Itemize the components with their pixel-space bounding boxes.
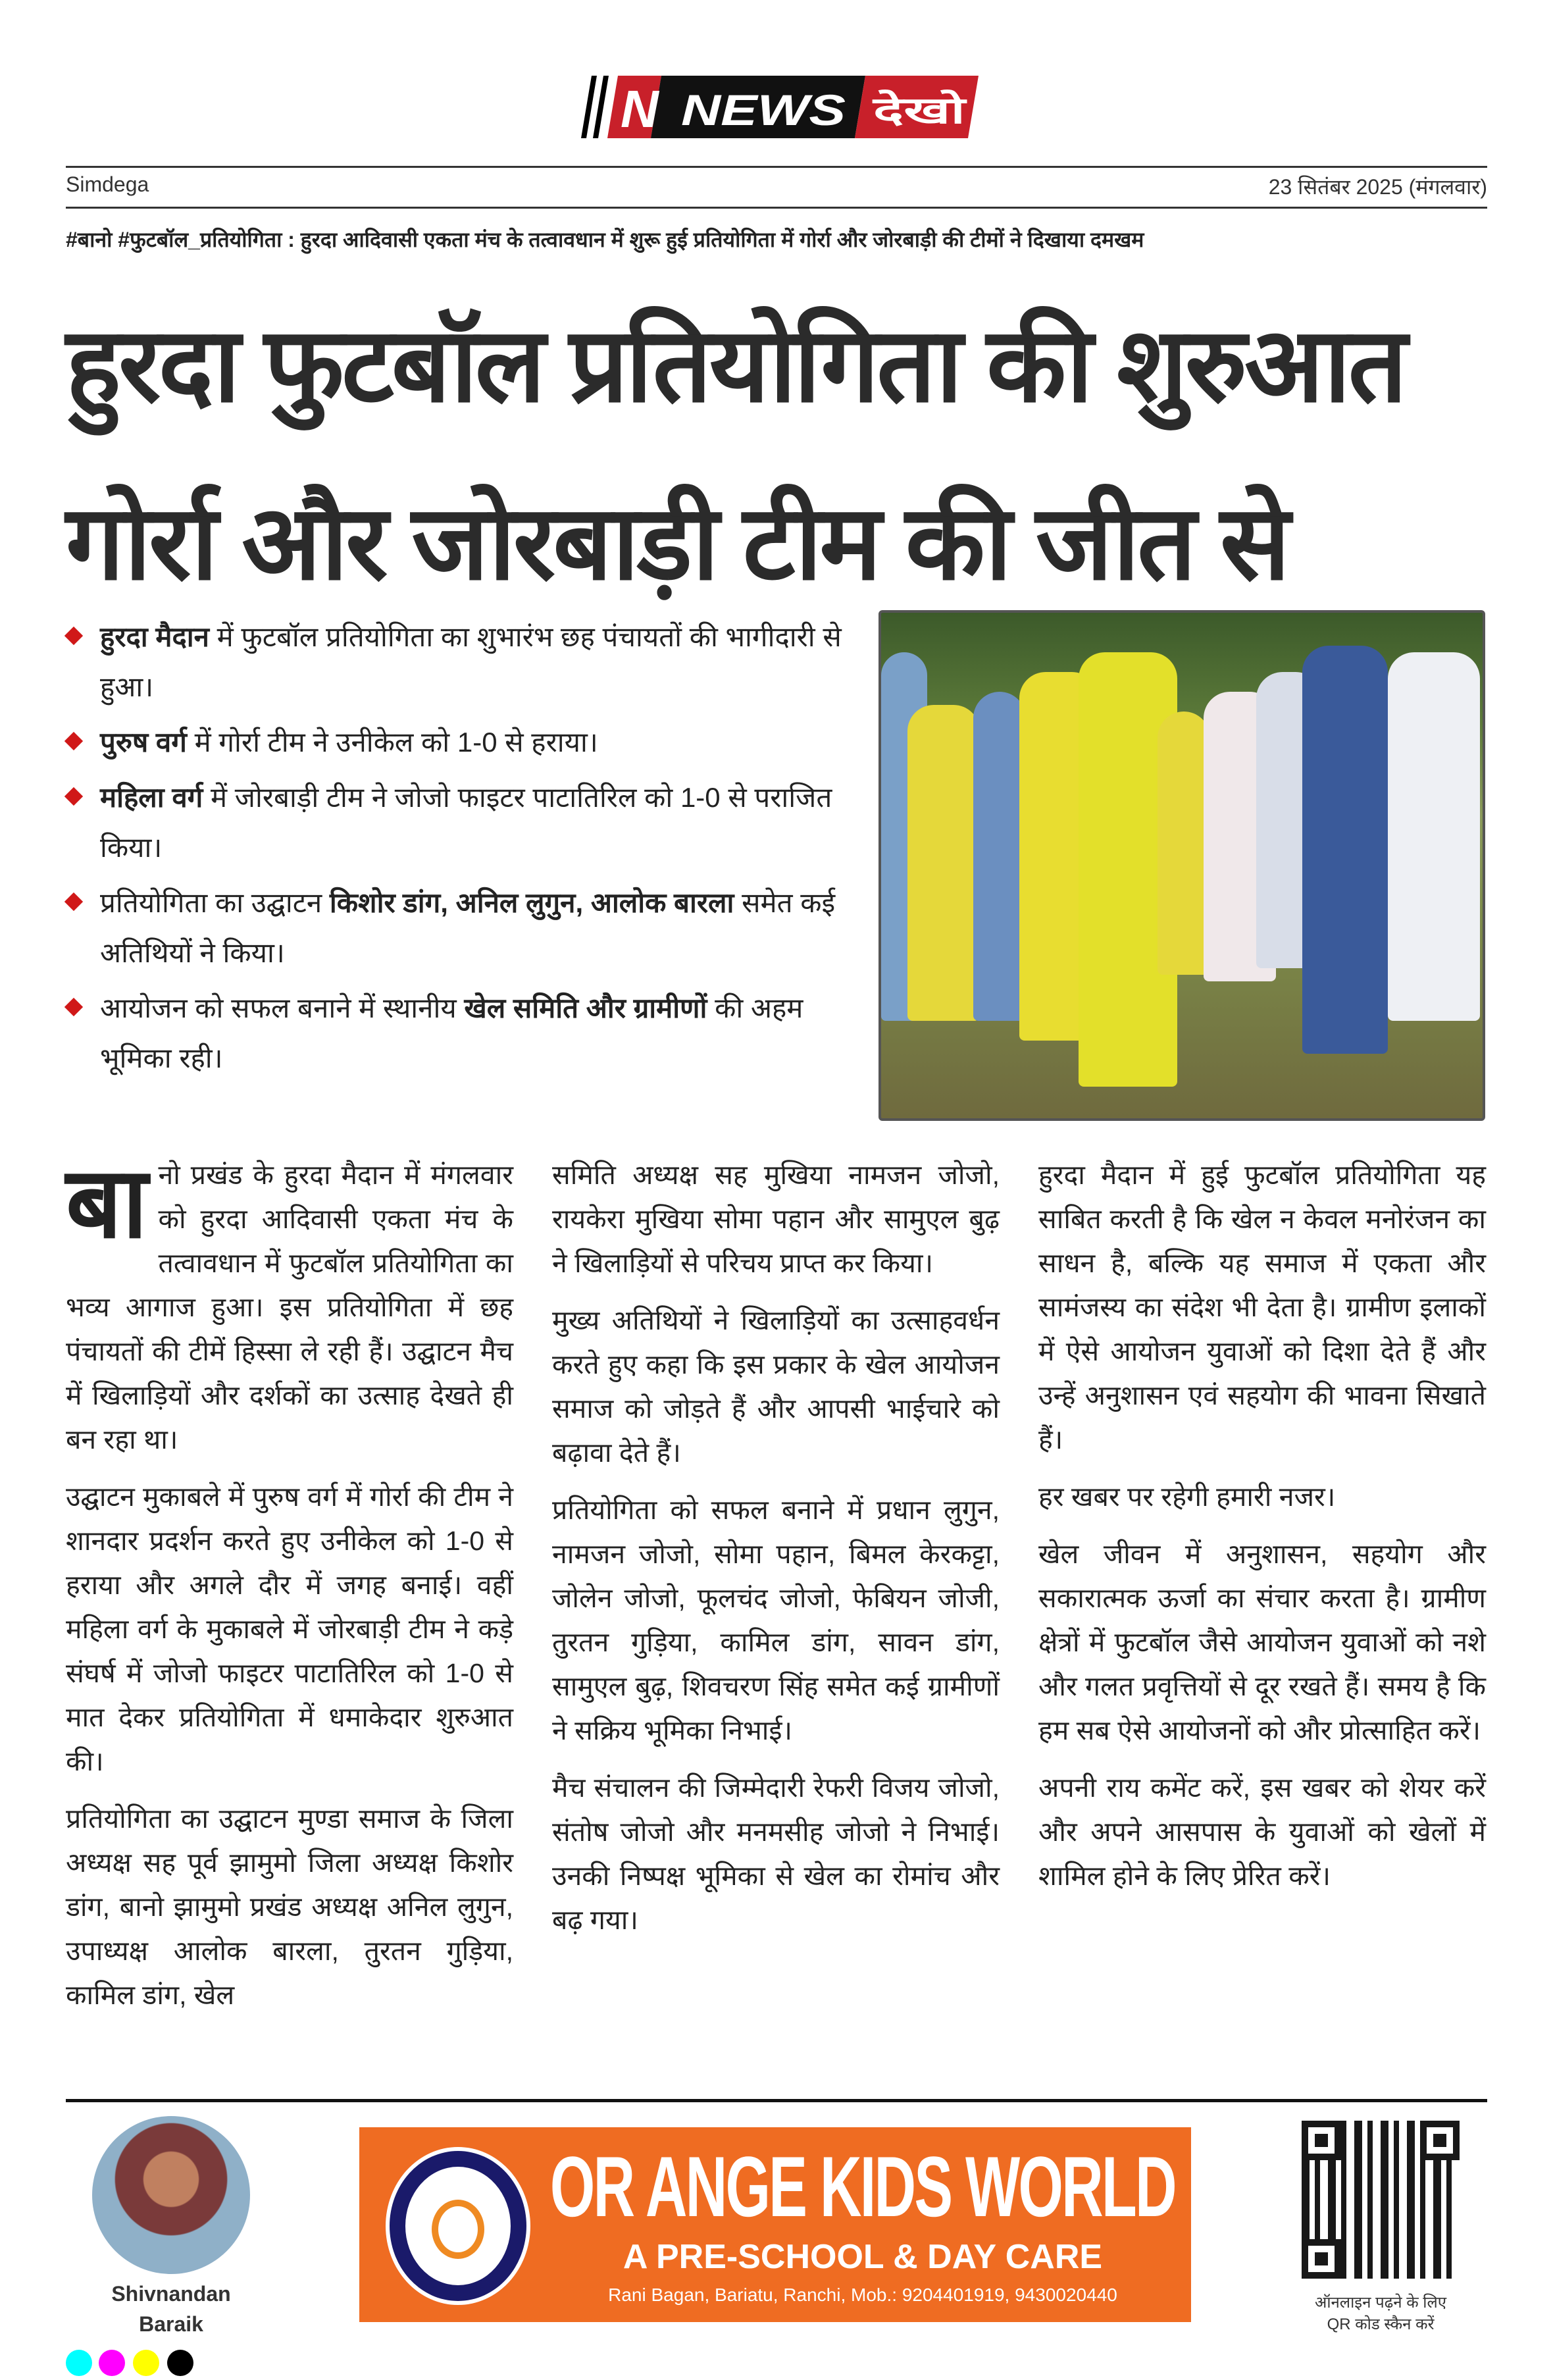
highlights-list: [66, 612, 855, 1089]
paragraph: प्रतियोगिता को सफल बनाने में प्रधान लुगुन, नामजन जोजो, सोमा पहान, बिमल केरकट्टा, जोलेन जोजो, फूलचंद जोजो, फेबियन जोजी, तुरतन गुड़िया, कामिल डांग, सावन डांग, सामुएल बुढ़, शिवचरण सिंह समेत कई ग्रामीणों ने सक्रिय भूमिका निभाई।: [552, 1495, 1000, 1746]
date: 23 सितंबर 2025 (मंगलवार): [1268, 175, 1487, 199]
paragraph: मुख्य अतिथियों ने खिलाड़ियों का उत्साहवर्धन करते हुए कहा कि इस प्रकार के खेल आयोजन समाज को जोड़ते हैं और आपसी भाईचारे को बढ़ावा देते हैं।: [552, 1305, 1000, 1468]
highlight-text: में फुटबॉल प्रतियोगिता का शुभारंभ छह पंचायतों की भागीदारी से हुआ।: [100, 621, 842, 702]
paragraph: खेल जीवन में अनुशासन, सहयोग और सकारात्मक ऊर्जा का संचार करता है। ग्रामीण क्षेत्रों में फुटबॉल जैसे आयोजन युवाओं को नशे और गलत प्रवृत्तियों से दूर रखते हैं। समय है कि हम सब ऐसे आयोजनों को और प्रोत्साहित करें।: [1038, 1539, 1486, 1746]
qr-finder-icon: [1302, 2239, 1341, 2279]
highlight-bold: किशोर डांग, अनिल लुगुन, आलोक बारला: [329, 887, 734, 918]
highlight-item: [66, 878, 855, 978]
ad-title-wrap: [550, 2140, 1175, 2233]
paragraph: अपनी राय कमेंट करें, इस खबर को शेयर करें और अपने आसपास के युवाओं को खेलों में शामिल होने के लिए प्रेरित करें।: [1038, 1772, 1486, 1891]
ad-address-wrap: [550, 2284, 1175, 2306]
cmyk-dot-black: [167, 2350, 193, 2376]
paragraph: हर खबर पर रहेगी हमारी नजर।: [1038, 1482, 1336, 1512]
highlight-text: आयोजन को सफल बनाने में स्थानीय: [100, 993, 465, 1023]
paragraph: प्रतियोगिता का उद्घाटन मुण्डा समाज के जिला अध्यक्ष सह पूर्व झामुमो जिला अध्यक्ष किशोर डांग, बानो झामुमो प्रखंड अध्यक्ष अनिल लुगुन, उपाध्यक्ष आलोक बारला, तुरतन गुड़िया, कामिल डांग, खेल: [66, 1803, 513, 2010]
qr-finder-icon: [1302, 2121, 1341, 2160]
diamond-bullet-icon: [64, 998, 83, 1016]
reporter-last-name: Baraik: [139, 2312, 203, 2336]
ad-address: Rani Bagan, Bariatu, Ranchi, Mob.: 9204401919, 9430020440: [608, 2285, 1117, 2305]
orange-fruit-icon: [405, 2167, 511, 2285]
qr-finder-icon: [1420, 2121, 1460, 2160]
highlight-item: [66, 983, 855, 1083]
logo-word: NEWS: [681, 86, 846, 134]
highlight-item: [66, 612, 855, 712]
highlight-text: में गोर्रा टीम ने उनीकेल को 1-0 से हराया।: [186, 727, 598, 758]
logo-hindi: देखो: [873, 90, 933, 131]
headline-line-2: गोर्रा और जोरबाड़ी टीम की जीत से: [66, 485, 1288, 601]
ad-subtitle-wrap: [550, 2237, 1175, 2277]
footer-rule: [66, 2099, 1487, 2102]
ad-subtitle: A PRE-SCHOOL & DAY CARE: [623, 2238, 1103, 2276]
cmyk-dot-cyan: [66, 2350, 92, 2376]
kicker: #बानो #फुटबॉल_प्रतियोगिता : हुरदा आदिवासी एकता मंच के तत्वावधान में शुरू हुई प्रतियोगिता में गोर्रा और जोरबाड़ी की टीमों ने दिखाया दमखम: [66, 228, 1144, 251]
paragraph: [66, 1147, 513, 1462]
kicker-wrap: [66, 225, 1487, 253]
highlight-bold: महिला वर्ग: [100, 782, 203, 813]
paragraph: मैच संचालन की जिम्मेदारी रेफरी विजय जोजो, संतोष जोजो और मनमसीह जोजो ने निभाई। उनकी निष्पक्ष भूमिका से खेल का रोमांच और बढ़ गया।: [552, 1772, 1000, 1935]
news-photo: [878, 610, 1485, 1121]
headline-line-1: हुरदा फुटबॉल प्रतियोगिता की शुरुआत: [66, 307, 1405, 423]
article-column-1: [66, 1147, 513, 2031]
article-body: [66, 1147, 1487, 2031]
highlight-item: [66, 717, 855, 767]
qr-caption: [1277, 2292, 1485, 2335]
ad-title: OR ANGE KIDS WORLD: [550, 2138, 1176, 2235]
paragraph-text: नो प्रखंड के हुरदा मैदान में मंगलवार को हुरदा आदिवासी एकता मंच के तत्वावधान में फुटबॉल प्रतियोगिता का भव्य आगाज हुआ। इस प्रतियोगिता में छह पंचायतों की टीमें हिस्सा ले रही हैं। उद्घाटन मैच में खिलाड़ियों और दर्शकों का उत्साह देखते ही बन रहा था।: [66, 1160, 513, 1455]
article-column-2: [552, 1153, 1000, 1955]
drop-cap: बा: [66, 1147, 148, 1258]
orange-kids-world-ad[interactable]: [359, 2127, 1191, 2322]
diamond-bullet-icon: [64, 892, 83, 911]
headline: [66, 276, 1487, 632]
highlight-text: समेत कई अतिथियों ने किया।: [100, 887, 836, 968]
paragraph: उद्घाटन मुकाबले में पुरुष वर्ग में गोर्रा की टीम ने शानदार प्रदर्शन करते हुए उनीकेल को 1-0 से हराया और अगले दौर में जगह बनाई। वहीं महिला वर्ग के मुकाबले में जोरबाड़ी टीम ने कड़े संघर्ष में जोजो फाइटर पाटातिरिल को 1-0 से मात देकर प्रतियोगिता में धमाकेदार शुरुआत की।: [66, 1482, 513, 1776]
logo-letter: N: [621, 80, 659, 138]
qr-code[interactable]: [1302, 2121, 1460, 2279]
news-dekho-logo: [569, 76, 980, 138]
qr-caption-line: ऑनलाइन पढ़ने के लिए: [1314, 2294, 1447, 2312]
highlight-item: [66, 773, 855, 873]
diamond-bullet-icon: [64, 787, 83, 806]
highlight-bold: खेल समिति और ग्रामीणों: [464, 993, 707, 1023]
qr-caption-line: QR कोड स्कैन करें: [1327, 2315, 1435, 2333]
highlight-text: प्रतियोगिता का उद्घाटन: [100, 887, 330, 918]
reporter-avatar: [92, 2116, 250, 2274]
cmyk-dot-magenta: [99, 2350, 125, 2376]
highlight-text: में जोरबाड़ी टीम ने जोजो फाइटर पाटातिरिल को 1-0 से पराजित किया।: [100, 782, 832, 863]
diamond-bullet-icon: [64, 627, 83, 645]
dateline-rule: [66, 207, 1487, 209]
reporter-first-name: Shivnandan: [111, 2282, 231, 2306]
cmyk-dot-yellow: [133, 2350, 159, 2376]
diamond-bullet-icon: [64, 732, 83, 750]
highlight-text: की अहम भूमिका रही।: [100, 993, 803, 1074]
paragraph: समिति अध्यक्ष सह मुखिया नामजन जोजो, रायकेरा मुखिया सोमा पहान और सामुएल बुढ़ ने खिलाड़ियों से परिचय प्राप्त कर किया।: [552, 1160, 1000, 1278]
paragraph: हुरदा मैदान में हुई फुटबॉल प्रतियोगिता यह साबित करती है कि खेल न केवल मनोरंजन का साधन है, बल्कि यह समाज में एकता और सामंजस्य का संदेश भी देता है। ग्रामीण इलाकों में ऐसे आयोजन युवाओं को दिशा देते हैं और उन्हें अनुशासन एवं सहयोग की भावना सिखाते हैं।: [1038, 1160, 1486, 1455]
dateline: [66, 172, 1487, 201]
location: Simdega: [66, 172, 149, 196]
top-rule: [66, 166, 1487, 168]
highlight-bold: हुरदा मैदान: [100, 621, 209, 652]
highlight-bold: पुरुष वर्ग: [100, 727, 187, 758]
article-column-3: [1038, 1153, 1486, 1911]
